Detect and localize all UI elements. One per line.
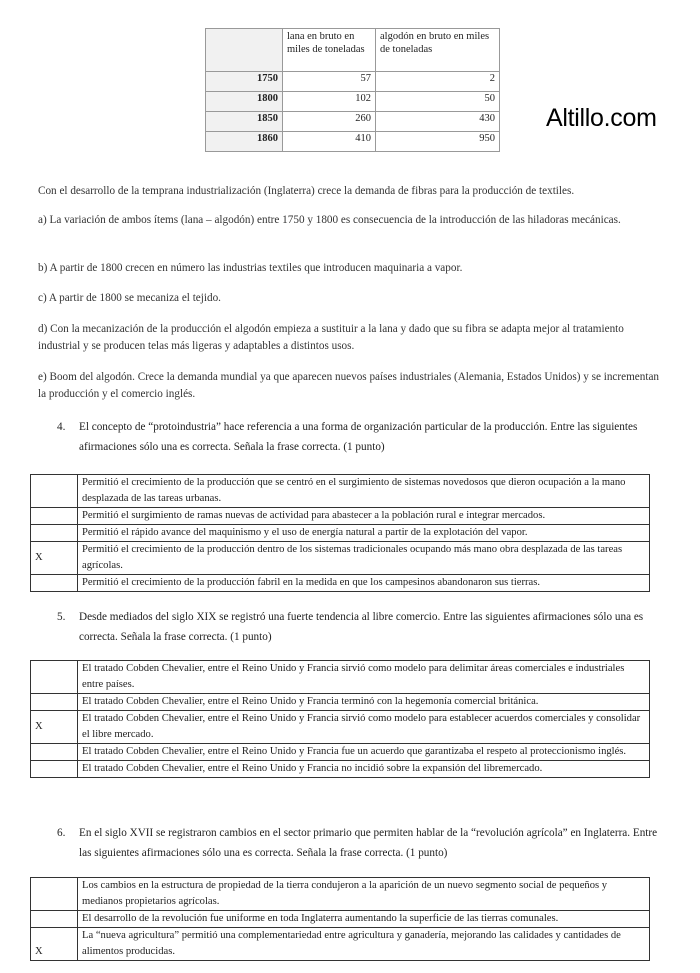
question-number: 4. — [57, 421, 66, 433]
option-row[interactable] — [31, 761, 650, 778]
answer-mark[interactable] — [31, 911, 78, 928]
option-text: Permitió el crecimiento de la producción dentro de los sistemas tradicionales ocupando más mano obra desplazada de las tareas agrícolas. — [78, 542, 650, 575]
option-text: Permitió el crecimiento de la producción fabril en la medida en que los campesinos abandonaron sus tierras. — [78, 575, 650, 592]
question-5-options — [30, 660, 650, 778]
algodon-cell: 50 — [376, 92, 500, 112]
option-text: Permitió el crecimiento de la producción que se centró en el surgimiento de sistemas novedosos que dieron ocupación a la mano desplazada de las tareas urbanas. — [78, 475, 650, 508]
answer-mark[interactable] — [31, 694, 78, 711]
answer-mark[interactable] — [31, 744, 78, 761]
question-text: En el siglo XVII se registraron cambios en el sector primario que permiten hablar de la “revolución agrícola” en Inglaterra. Entre las siguientes afirmaciones sólo una es correcta. Señala la frase correcta. (1 punto) — [79, 827, 658, 859]
paragraph-b: b) A partir de 1800 crecen en número las industrias textiles que introducen maquinaria a vapor. — [38, 262, 463, 274]
option-row[interactable] — [31, 744, 650, 761]
paragraph-d: d) Con la mecanización de la producción el algodón empieza a sustituir a la lana y dado que su fibra se adapta mejor al tratamiento industrial y se producen telas más ligeras y adaptables a distintos usos. — [38, 323, 624, 352]
table-row — [206, 132, 500, 152]
option-text: Los cambios en la estructura de propiedad de la tierra condujeron a la aparición de un nuevo segmento social de pequeños y medianos propietarios agrícolas. — [78, 878, 650, 911]
option-text: Permitió el surgimiento de ramas nuevas de actividad para abastecer a la población rural e integrar mercados. — [78, 508, 650, 525]
algodon-cell: 950 — [376, 132, 500, 152]
table-row — [206, 92, 500, 112]
option-text: El tratado Cobden Chevalier, entre el Reino Unido y Francia no incidió sobre la expansión del libremercado. — [78, 761, 650, 778]
question-6 — [57, 823, 669, 863]
question-6-options — [30, 877, 650, 961]
lana-cell: 410 — [283, 132, 376, 152]
table-row — [206, 72, 500, 92]
question-5 — [57, 607, 669, 647]
header-algodon: algodón en bruto en miles de toneladas — [376, 29, 500, 72]
question-4 — [57, 417, 669, 457]
year-cell: 1850 — [206, 112, 283, 132]
question-text: Desde mediados del siglo XIX se registró una fuerte tendencia al libre comercio. Entre las siguientes afirmaciones sólo una es correcta. Señala la frase correcta. (1 punto) — [79, 611, 644, 643]
option-row[interactable] — [31, 928, 650, 961]
lana-cell: 102 — [283, 92, 376, 112]
table-corner-cell — [206, 29, 283, 72]
year-cell: 1750 — [206, 72, 283, 92]
answer-mark[interactable] — [31, 661, 78, 694]
option-row[interactable] — [31, 711, 650, 744]
option-row[interactable] — [31, 878, 650, 911]
answer-mark[interactable] — [31, 575, 78, 592]
option-text: El desarrollo de la revolución fue uniforme en toda Inglaterra aumentando la superficie de las tierras comunales. — [78, 911, 650, 928]
option-row[interactable] — [31, 475, 650, 508]
option-row[interactable] — [31, 911, 650, 928]
production-table — [205, 28, 500, 152]
option-text: La “nueva agricultura” permitió una complementariedad entre agricultura y ganadería, mejorando las calidades y cantidades de alimentos producidas. — [78, 928, 650, 961]
year-cell: 1860 — [206, 132, 283, 152]
option-row[interactable] — [31, 542, 650, 575]
option-text: El tratado Cobden Chevalier, entre el Reino Unido y Francia terminó con la hegemonía comercial británica. — [78, 694, 650, 711]
paragraph-a: a) La variación de ambos ítems (lana – algodón) entre 1750 y 1800 es consecuencia de la introducción de las hiladoras mecánicas. — [38, 214, 621, 226]
question-text: El concepto de “protoindustria” hace referencia a una forma de organización particular de la producción. Entre las siguientes afirmaciones sólo una es correcta. Señala la frase correcta. (1 punto) — [79, 421, 638, 453]
lana-cell: 57 — [283, 72, 376, 92]
answer-mark[interactable]: X — [31, 928, 78, 961]
option-text: El tratado Cobden Chevalier, entre el Reino Unido y Francia fue un acuerdo que garantizaba el respeto al proteccionismo inglés. — [78, 744, 650, 761]
lana-cell: 260 — [283, 112, 376, 132]
question-number: 5. — [57, 611, 66, 623]
answer-mark[interactable]: X — [31, 542, 78, 575]
option-row[interactable] — [31, 661, 650, 694]
year-cell: 1800 — [206, 92, 283, 112]
answer-mark[interactable] — [31, 475, 78, 508]
answer-mark[interactable]: X — [31, 711, 78, 744]
answer-mark[interactable] — [31, 878, 78, 911]
answer-mark[interactable] — [31, 761, 78, 778]
option-row[interactable] — [31, 694, 650, 711]
option-text: El tratado Cobden Chevalier, entre el Reino Unido y Francia sirvió como modelo para delimitar áreas comerciales e industriales entre países. — [78, 661, 650, 694]
table-row — [206, 112, 500, 132]
paragraph-e: e) Boom del algodón. Crece la demanda mundial ya que aparecen nuevos países industriales (Alemania, Estados Unidos) y se incrementan la producción y el comercio inglés. — [38, 371, 660, 400]
option-text: El tratado Cobden Chevalier, entre el Reino Unido y Francia sirvió como modelo para establecer acuerdos comerciales y consolidar el libre mercado. — [78, 711, 650, 744]
question-4-options — [30, 474, 650, 592]
question-number: 6. — [57, 827, 66, 839]
site-logo[interactable]: Altillo.com — [546, 104, 657, 132]
option-text: Permitió el rápido avance del maquinismo y el uso de energía natural a partir de la explotación del vapor. — [78, 525, 650, 542]
option-row[interactable] — [31, 575, 650, 592]
option-row[interactable] — [31, 525, 650, 542]
header-lana: lana en bruto en miles de toneladas — [283, 29, 376, 72]
algodon-cell: 2 — [376, 72, 500, 92]
paragraph-c: c) A partir de 1800 se mecaniza el tejido. — [38, 292, 221, 304]
intro-paragraph: Con el desarrollo de la temprana industrialización (Inglaterra) crece la demanda de fibras para la producción de textiles. — [38, 185, 575, 197]
algodon-cell: 430 — [376, 112, 500, 132]
answer-mark[interactable] — [31, 525, 78, 542]
option-row[interactable] — [31, 508, 650, 525]
answer-mark[interactable] — [31, 508, 78, 525]
